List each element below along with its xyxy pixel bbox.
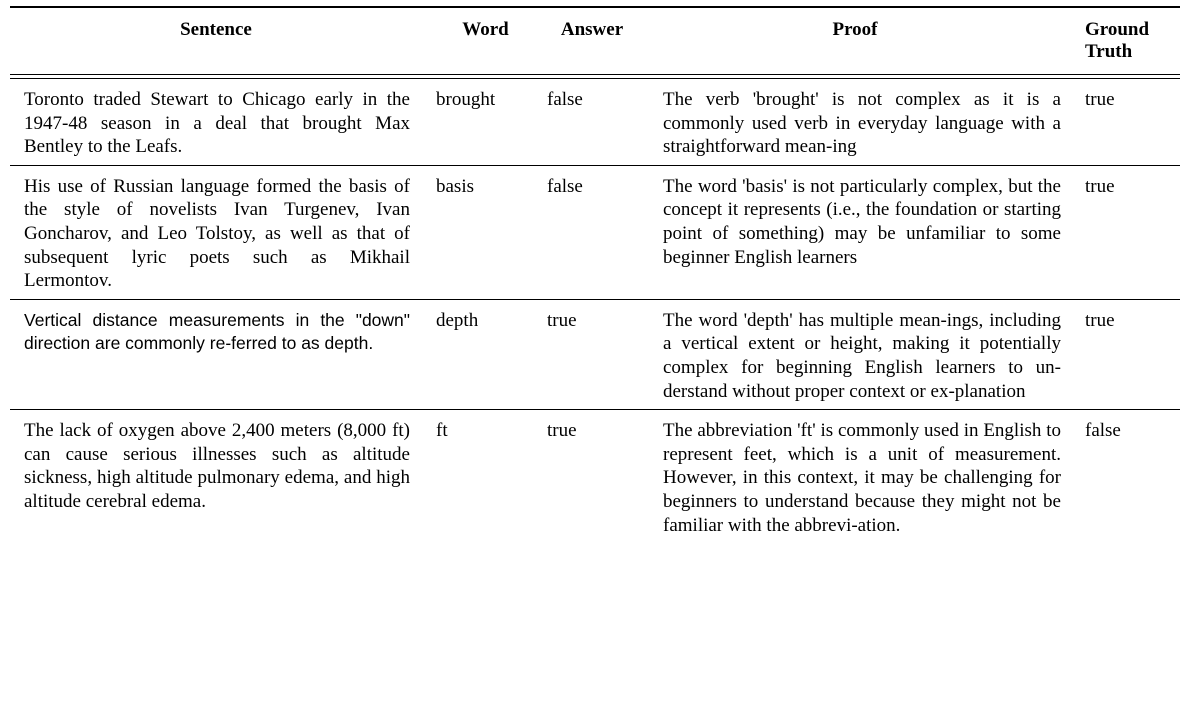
row-sentence: Toronto traded Stewart to Chicago early in the 1947-48 season in a deal that brought Max Bentley to the Leafs. — [24, 89, 410, 158]
row-answer: false — [547, 89, 583, 110]
row-proof: The word 'basis' is not particularly complex, but the concept it represents (i.e., the foundation or starting point of something) may be unfamiliar to some beginner English learners — [663, 175, 1061, 268]
row-answer: true — [547, 420, 577, 442]
row-proof: The verb 'brought' is not complex as it is a commonly used verb in everyday language with a straightforward mean-ing — [663, 89, 1061, 158]
row-answer: true — [547, 309, 577, 331]
row-word: basis — [436, 175, 474, 197]
row-word: depth — [436, 309, 479, 331]
row-answer: false — [547, 175, 583, 197]
row-proof: The word 'depth' has multiple mean-ings, including a vertical extent or height, making it potentially complex for beginning English learners to un-derstand without proper context or ex-planation — [663, 309, 1061, 402]
table-row — [10, 300, 1180, 409]
row-word: brought — [436, 89, 496, 110]
row-ground-truth: false — [1085, 420, 1121, 442]
row-sentence: His use of Russian language formed the basis of the style of novelists Ivan Turgenev, Ivan Goncharov, and Leo Tolstoy, as well as that of subsequent lyric poets such as Mikhail Lermontov. — [24, 175, 410, 292]
table-row — [10, 79, 1180, 165]
header-ground-truth — [1071, 8, 1180, 74]
row-proof: The abbreviation 'ft' is commonly used in English to represent feet, which is a unit of measurement. However, in this context, it may be challenging for beginners to understand because they might not be familiar with the abbrevi-ation. — [663, 420, 1061, 536]
header-word: Word — [462, 19, 509, 40]
table-row — [10, 410, 1180, 543]
row-word: ft — [436, 420, 448, 442]
row-ground-truth: true — [1085, 175, 1115, 197]
header-sentence: Sentence — [180, 19, 252, 40]
row-sentence: Vertical distance measurements in the "down" direction are commonly re-ferred to as depth. — [24, 309, 410, 354]
row-sentence: The lack of oxygen above 2,400 meters (8,000 ft) can cause serious illnesses such as altitude sickness, high altitude pulmonary edema, and high altitude cerebral edema. — [24, 420, 410, 512]
header-rule-upper — [10, 74, 1180, 75]
results-table — [10, 6, 1180, 543]
table-row — [10, 166, 1180, 299]
table-header — [10, 8, 1180, 74]
header-ground-truth-line2: Truth — [1085, 41, 1133, 62]
header-answer: Answer — [560, 19, 624, 40]
row-ground-truth: true — [1085, 309, 1115, 331]
header-ground-truth-line1: Ground — [1085, 19, 1150, 40]
header-proof: Proof — [832, 19, 878, 40]
row-ground-truth: true — [1085, 89, 1115, 110]
